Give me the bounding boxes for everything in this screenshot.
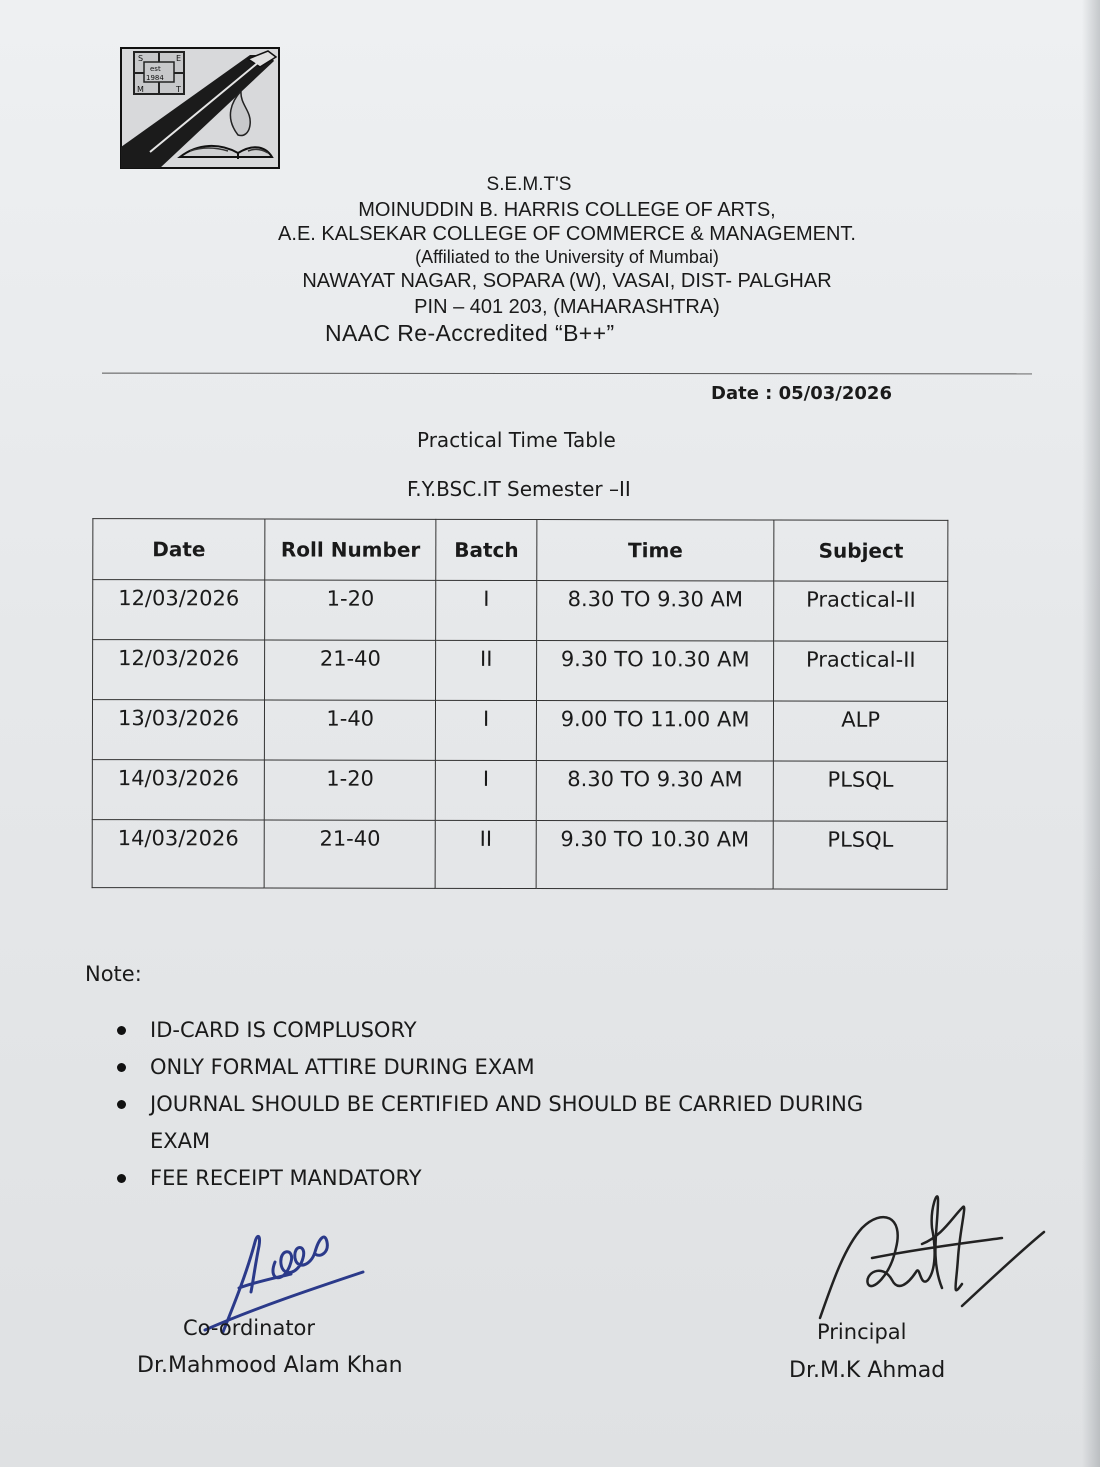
table-row [92, 700, 947, 762]
list-item: ID-CARD IS COMPLUSORY [110, 1012, 930, 1049]
document-subtitle: F.Y.BSC.IT Semester –II [407, 477, 631, 501]
naac-accreditation: NAAC Re-Accredited “B++” [325, 320, 615, 346]
table-row [92, 760, 947, 822]
table-row [93, 640, 948, 702]
college-name-commerce: A.E. KALSEKAR COLLEGE OF COMMERCE & MANAGEMENT. [278, 223, 856, 245]
address-line-2: PIN – 401 203, (MAHARASHTRA) [414, 296, 720, 318]
cell-time: 9.30 TO 10.30 AM [536, 821, 774, 889]
svg-text:E: E [176, 54, 182, 63]
cell-time: 8.30 TO 9.30 AM [536, 761, 774, 821]
header-roll-number: Roll Number [265, 519, 437, 580]
cell-batch: II [436, 820, 536, 888]
svg-text:S: S [138, 54, 144, 63]
cell-time: 9.30 TO 10.30 AM [536, 641, 774, 701]
list-item: JOURNAL SHOULD BE CERTIFIED AND SHOULD BE CARRIED DURING EXAM [110, 1086, 910, 1160]
affiliation-text: (Affiliated to the University of Mumbai) [415, 247, 719, 267]
svg-text:M: M [137, 85, 144, 94]
cell-subject: PLSQL [774, 761, 948, 821]
cell-batch: I [436, 760, 536, 820]
cell-roll-number: 21-40 [265, 640, 437, 700]
cell-batch: I [436, 700, 536, 760]
address-line-1: NAWAYAT NAGAR, SOPARA (W), VASAI, DIST- PALGHAR [302, 270, 832, 292]
org-name: S.E.M.T'S [486, 174, 572, 195]
cell-roll-number: 1-20 [265, 580, 437, 640]
notes-list [110, 1012, 930, 1197]
cell-date: 12/03/2026 [93, 640, 265, 700]
notes-heading: Note: [85, 962, 142, 986]
principal-name: Dr.M.K Ahmad [789, 1358, 946, 1383]
cell-roll-number: 1-20 [264, 760, 436, 820]
college-name-arts: MOINUDDIN B. HARRIS COLLEGE OF ARTS, [358, 199, 776, 221]
list-item: FEE RECEIPT MANDATORY [110, 1160, 930, 1197]
cell-subject: Practical-II [774, 641, 948, 701]
svg-text:T: T [176, 85, 181, 94]
document-title: Practical Time Table [417, 428, 616, 452]
svg-text:est: est [150, 65, 161, 73]
cell-subject: PLSQL [774, 821, 948, 889]
table-header-row [93, 519, 948, 582]
header-date: Date [93, 519, 265, 580]
cell-date: 14/03/2026 [92, 760, 264, 820]
header-time: Time [537, 520, 775, 581]
issue-date: Date : 05/03/2026 [711, 383, 892, 404]
list-item: ONLY FORMAL ATTIRE DURING EXAM [110, 1049, 930, 1086]
cell-subject: Practical-II [774, 581, 948, 641]
cell-roll-number: 21-40 [264, 820, 436, 888]
cell-batch: II [436, 640, 536, 700]
coordinator-name: Dr.Mahmood Alam Khan [137, 1353, 403, 1378]
coordinator-role: Co-ordinator [183, 1316, 316, 1340]
header-batch: Batch [436, 519, 536, 580]
svg-text:1984: 1984 [146, 74, 164, 82]
table-row [92, 820, 947, 890]
header-subject: Subject [774, 520, 948, 581]
timetable [92, 518, 949, 890]
cell-date: 14/03/2026 [92, 820, 264, 888]
principal-role: Principal [817, 1320, 907, 1344]
principal-signature [812, 1188, 1047, 1328]
cell-roll-number: 1-40 [264, 700, 436, 760]
cell-time: 8.30 TO 9.30 AM [536, 581, 774, 641]
college-logo [120, 47, 280, 169]
table-row [93, 580, 948, 642]
cell-date: 12/03/2026 [93, 580, 265, 640]
cell-date: 13/03/2026 [92, 700, 264, 760]
cell-batch: I [436, 580, 536, 640]
cell-subject: ALP [774, 701, 948, 761]
cell-time: 9.00 TO 11.00 AM [536, 701, 774, 761]
